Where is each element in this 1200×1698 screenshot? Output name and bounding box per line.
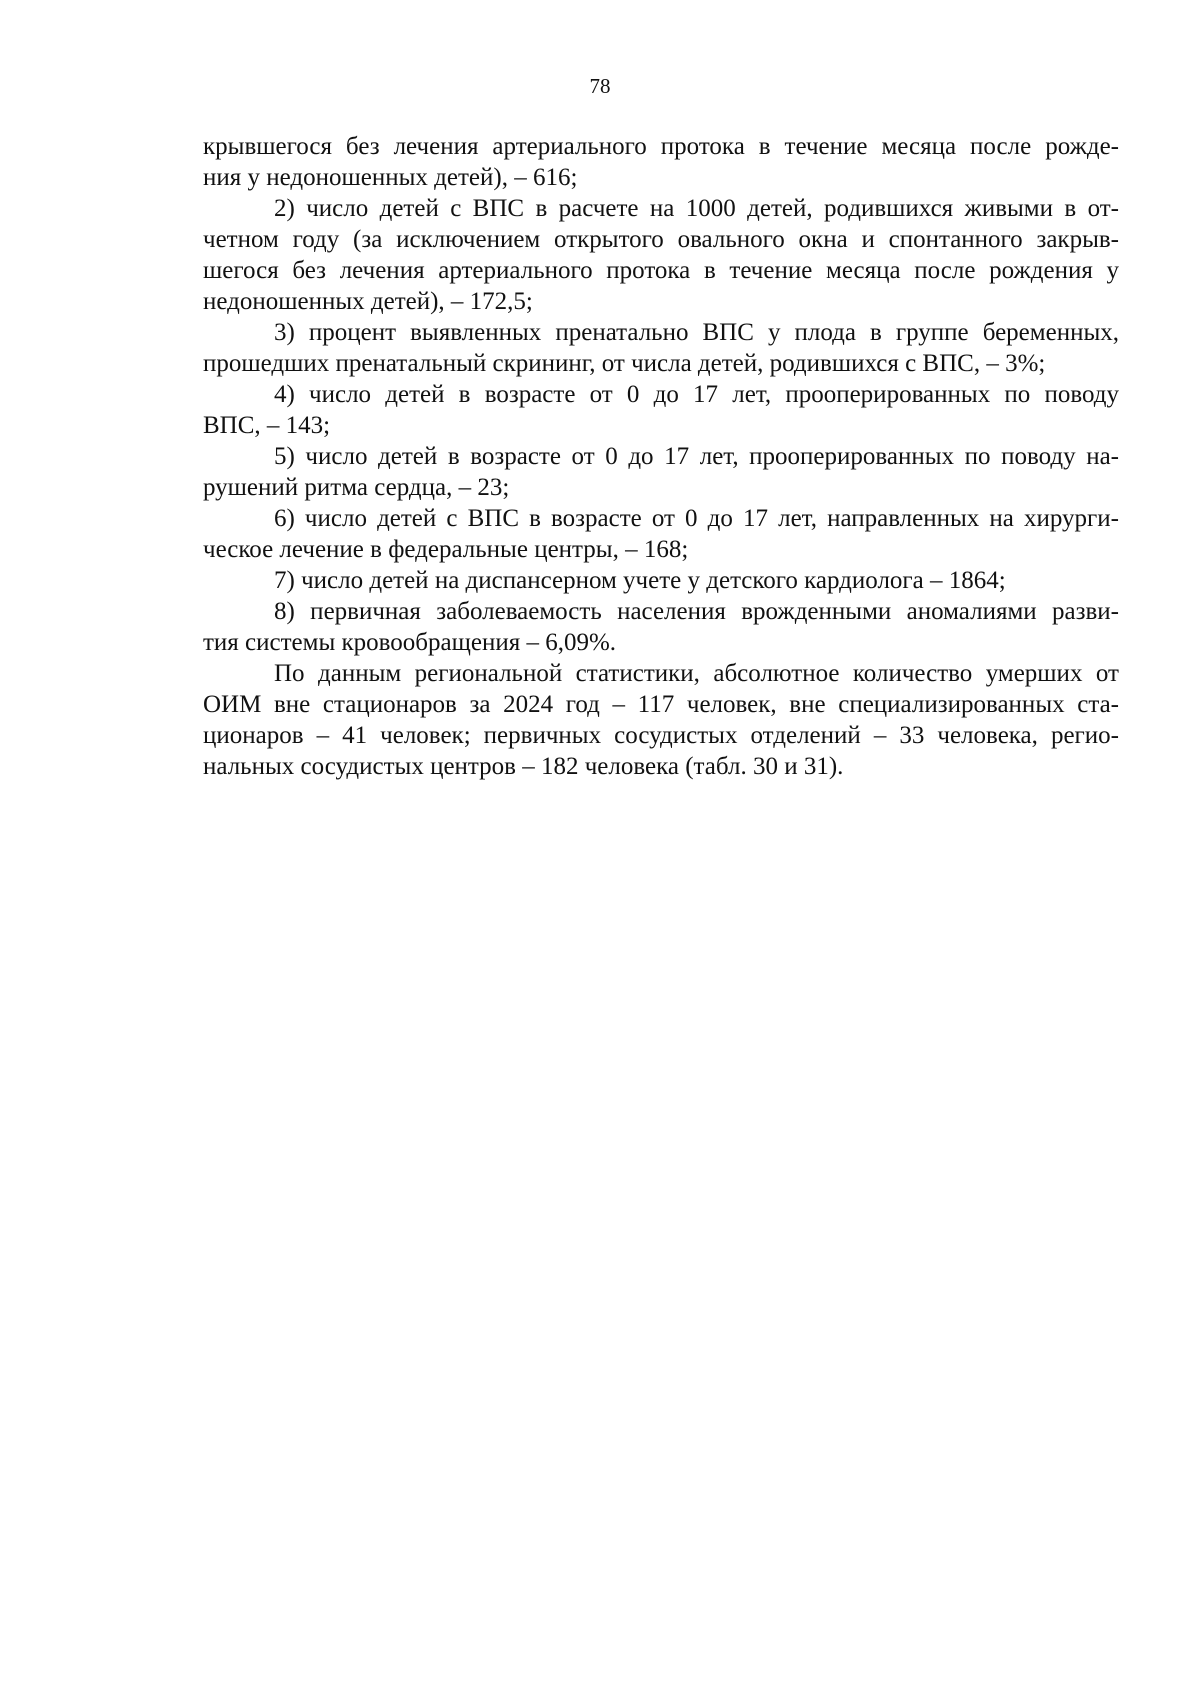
text-line: прошедших пренатальный скрининг, от числа детей, родившихся с ВПС, – 3%;: [203, 350, 1046, 377]
list-item-2: [203, 193, 1119, 317]
text-line: 3) процент выявленных пренатально ВПС у плода в группе беременных,: [274, 319, 1119, 346]
text-line: шегося без лечения артериального протока в течение месяца после рождения у: [203, 257, 1119, 284]
text-line: 6) число детей с ВПС в возрасте от 0 до 17 лет, направленных на хирурги-: [274, 505, 1119, 532]
list-item-8: [203, 596, 1119, 658]
text-line: 4) число детей в возрасте от 0 до 17 лет, прооперированных по поводу: [274, 381, 1119, 408]
text-line: 7) число детей на диспансерном учете у детского кардиолога – 1864;: [274, 567, 1006, 594]
text-line: нальных сосудистых центров – 182 человека (табл. 30 и 31).: [203, 753, 844, 780]
text-line: четном году (за исключением открытого овального окна и спонтанного закрыв-: [203, 226, 1119, 253]
list-item-6: [203, 503, 1119, 565]
text-line: ционаров – 41 человек; первичных сосудистых отделений – 33 человека, регио-: [203, 722, 1119, 749]
list-item-4: [203, 379, 1119, 441]
list-item-3: [203, 317, 1119, 379]
text-line: ческое лечение в федеральные центры, – 168;: [203, 536, 689, 563]
text-line: тия системы кровообращения – 6,09%.: [203, 629, 617, 656]
text-line: 2) число детей с ВПС в расчете на 1000 детей, родившихся живыми в от-: [274, 195, 1119, 222]
text-line: По данным региональной статистики, абсолютное количество умерших от: [274, 660, 1119, 687]
paragraph-statistics: [203, 658, 1119, 782]
document-body: [203, 131, 1119, 782]
text-line: ВПС, – 143;: [203, 412, 331, 439]
text-line: ОИМ вне стационаров за 2024 год – 117 человек, вне специализированных ста-: [203, 691, 1119, 718]
text-line: 8) первичная заболеваемость населения врожденными аномалиями разви-: [274, 598, 1119, 625]
text-line: ния у недоношенных детей), – 616;: [203, 164, 578, 191]
text-line: 5) число детей в возрасте от 0 до 17 лет, прооперированных по поводу на-: [274, 443, 1119, 470]
text-line: крывшегося без лечения артериального протока в течение месяца после рожде-: [203, 133, 1119, 160]
list-item-5: [203, 441, 1119, 503]
list-item-7: [203, 565, 1119, 596]
text-line: рушений ритма сердца, – 23;: [203, 474, 510, 501]
paragraph-continuation: [203, 131, 1119, 193]
page-number: 78: [589, 74, 611, 98]
text-line: недоношенных детей), – 172,5;: [203, 288, 533, 315]
